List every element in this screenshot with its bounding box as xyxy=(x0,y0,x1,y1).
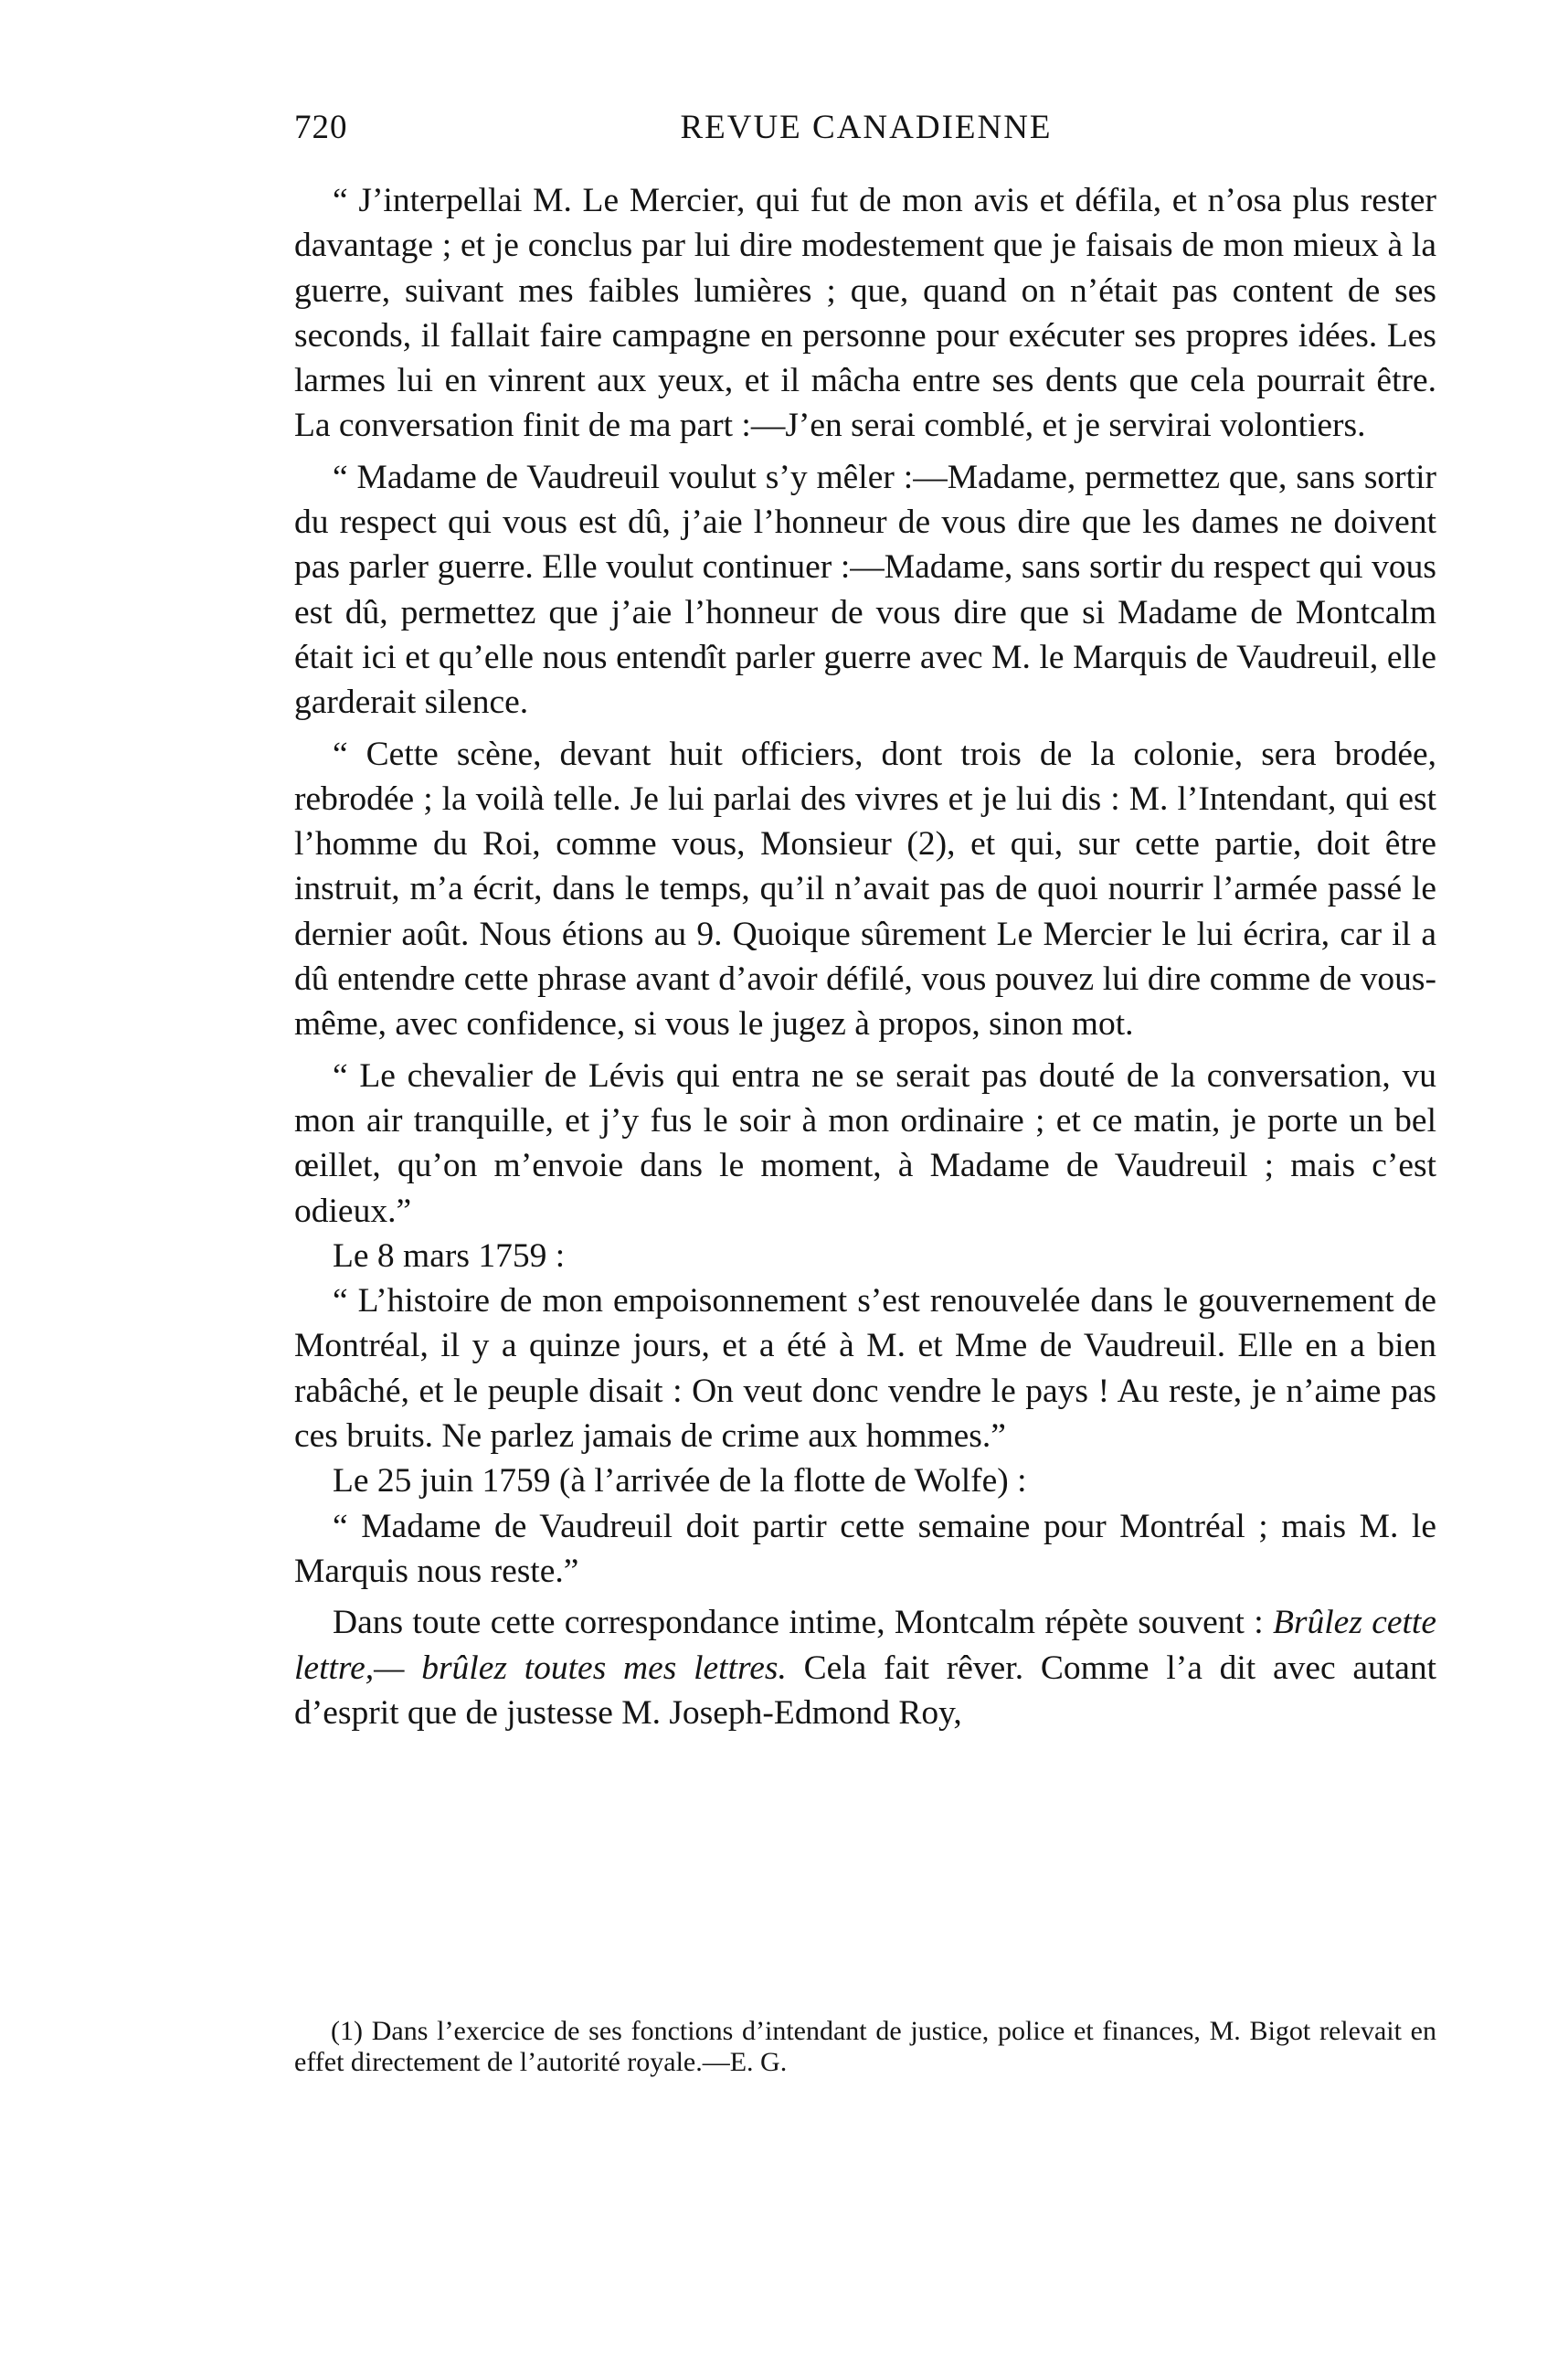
paragraph-correspondance xyxy=(294,1600,1436,1735)
footnote-1: (1) Dans l’exercice de ses fonctions d’intendant de justice, police et finances, M. Bigot relevait en effet directement de l’autorité royale.—E. G. xyxy=(294,2016,1436,2077)
journal-title: REVUE CANADIENNE xyxy=(680,109,1053,146)
body-text xyxy=(294,178,1436,1735)
paragraph-chevalier-levis: “ Le chevalier de Lévis qui entra ne se serait pas douté de la conversation, vu mon air tranquille, et j’y fus le soir à mon ordinaire ; et ce matin, je porte un bel œillet, qu’on m’envoie dans le moment, à Madame de Vaudreuil ; mais c’est odieux.” xyxy=(294,1056,1436,1230)
paragraph-interpellation: “ J’interpellai M. Le Mercier, qui fut de mon avis et défila, et n’osa plus rester davantage ; et je conclus par lui dire modestement que je faisais de mon mieux à la guerre, suivant mes faibles lumières ; que, quand on n’était pas content de ses seconds, il fallait faire campagne en personne pour exécuter ses propres idées. Les larmes lui en vinrent aux yeux, et il mâcha entre ses dents que cela pourrait être. La conversation finit de ma part :—J’en serai comblé, et je servirai volontiers. xyxy=(294,182,1436,445)
paragraph-depart-montreal: “ Madame de Vaudreuil doit partir cette semaine pour Montréal ; mais M. le Marquis nous reste.” xyxy=(294,1507,1436,1590)
correspondance-text-start: Dans toute cette correspondance intime, Montcalm répète souvent : xyxy=(333,1604,1273,1642)
page-number: 720 xyxy=(294,109,348,146)
italic-quotation: Brûlez cette lettre,— brûlez toutes mes lettres. xyxy=(294,1604,1436,1687)
correspondance-text-end: Cela fait rêver. Comme l’a dit avec autant d’esprit que de justesse M. Joseph-Edmond Roy, xyxy=(294,1649,1437,1732)
paragraph-madame-vaudreuil: “ Madame de Vaudreuil voulut s’y mêler :—Madame, permettez que, sans sortir du respect qui vous est dû, j’aie l’honneur de vous dire que les dames ne doivent pas parler guerre. Elle voulut continuer :—Madame, sans sortir du respect qui vous est dû, permettez que j’aie l’honneur de vous dire que si Madame de Montcalm était ici et qu’elle nous entendît parler guerre avec M. le Marquis de Vaudreuil, elle garderait silence. xyxy=(294,458,1436,722)
paragraph-scene: “ Cette scène, devant huit officiers, dont trois de la colonie, sera brodée, rebrodée ; la voilà telle. Je lui parlai des vivres et je lui dis : M. l’Intendant, qui est l’homme du Roi, comme vous, Monsieur (2), et qui, sur cette partie, doit être instruit, m’a écrit, dans le temps, qu’il n’avait pas de quoi nourrir l’armée passé le dernier août. Nous étions au 9. Quoique sûrement Le Mercier le lui écrira, car il a dû entendre cette phrase avant d’avoir défilé, vous pouvez lui dire comme de vous-même, avec confidence, si vous le jugez à propos, sinon mot. xyxy=(294,735,1436,1044)
paragraph-empoisonnement: “ L’histoire de mon empoisonnement s’est renouvelée dans le gouvernement de Montréal, il y a quinze jours, et a été à M. et Mme de Vaudreuil. Elle en a bien rabâché, et le peuple disait : On veut donc vendre le pays ! Au reste, je n’aime pas ces bruits. Ne parlez jamais de crime aux hommes.” xyxy=(294,1282,1436,1456)
footnotes xyxy=(294,2016,1436,2078)
running-head xyxy=(294,108,1438,163)
date-line-25-juin: Le 25 juin 1759 (à l’arrivée de la flotte de Wolfe) : xyxy=(333,1462,1027,1500)
date-line-8-mars: Le 8 mars 1759 : xyxy=(333,1236,566,1275)
